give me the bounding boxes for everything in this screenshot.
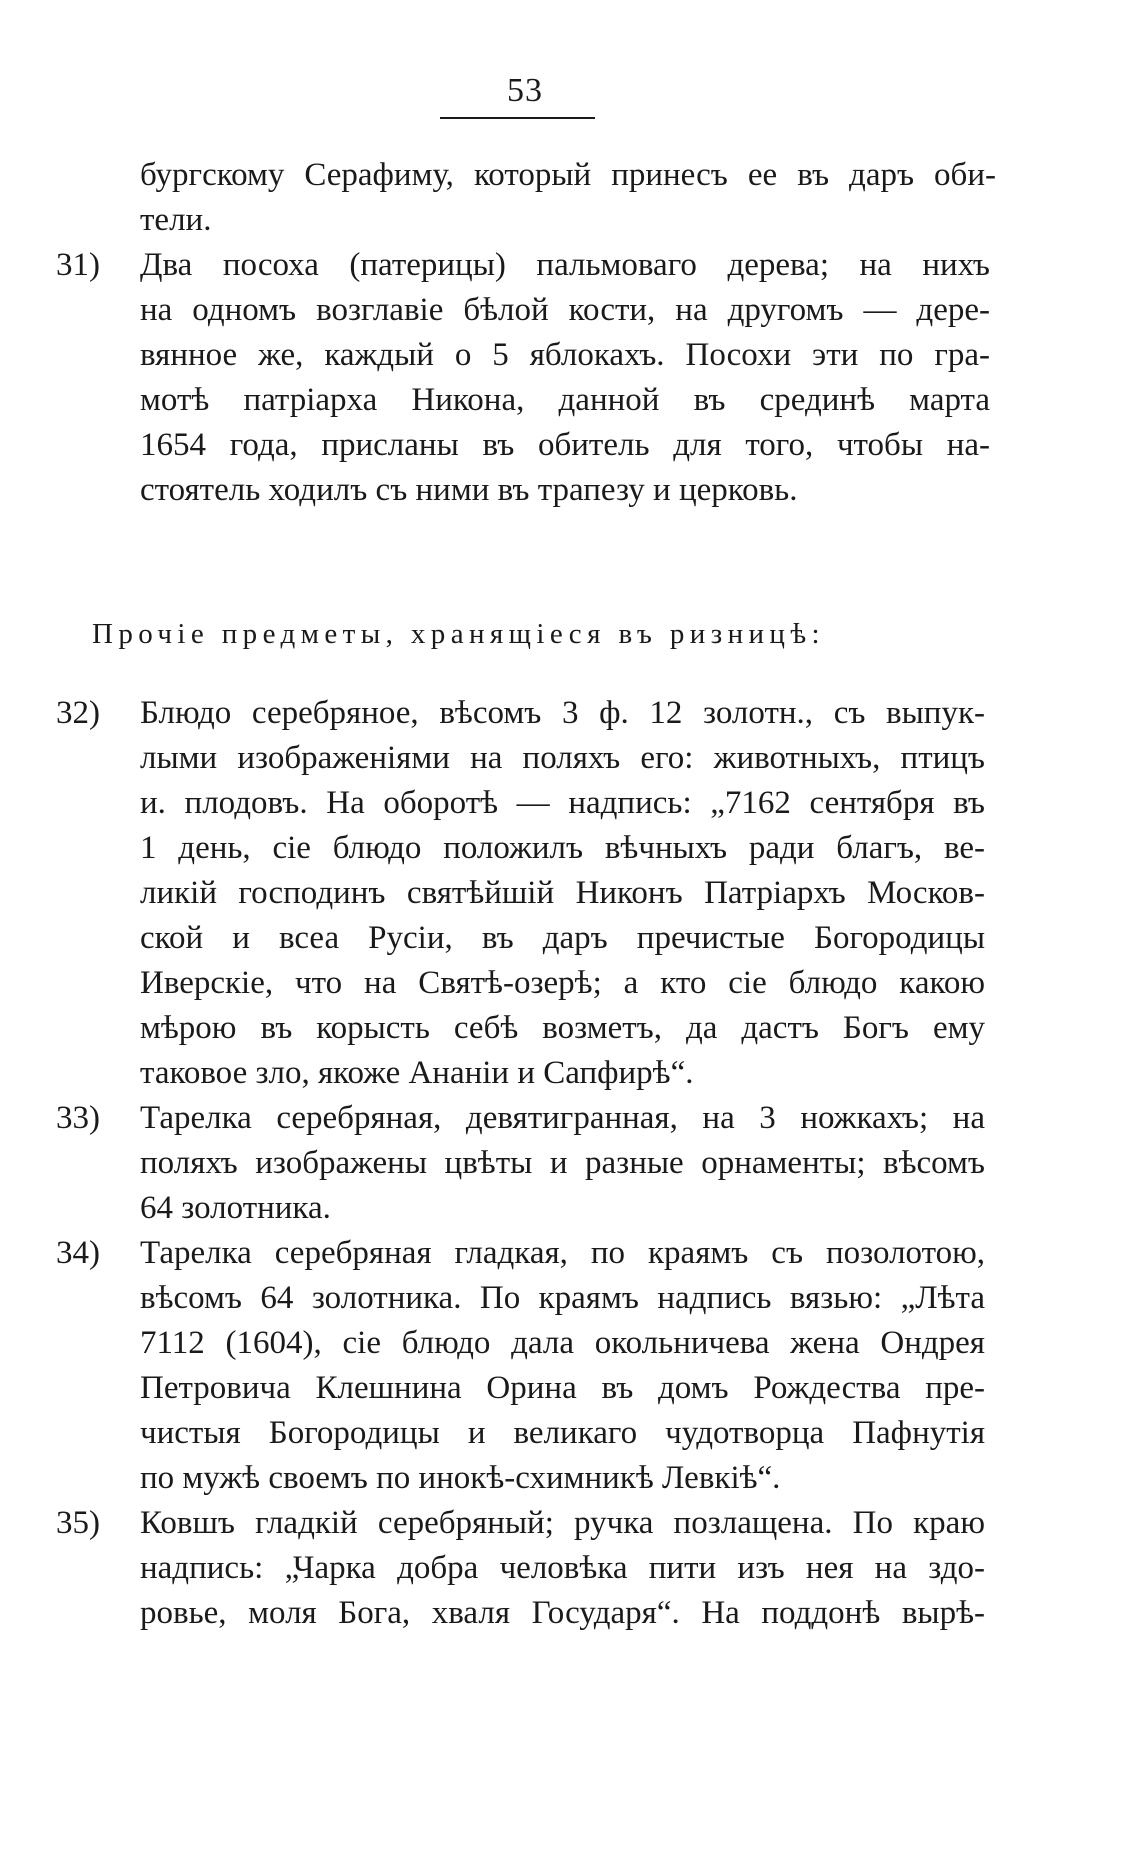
item-line: стоятель ходилъ съ ними въ трапезу и церковь. [140,472,798,508]
item-line: Петровича Клешнина Орина въ домъ Рождества пре- [140,1370,985,1406]
opening-line: тели. [140,202,212,238]
item-line: 1 день, сіе блюдо положилъ вѣчныхъ ради благъ, ве- [140,830,985,866]
item-line: Тарелка серебряная, девятигранная, на 3 ножкахъ; на [140,1100,985,1136]
item-line: лыми изображеніями на поляхъ его: животныхъ, птицъ [140,740,985,776]
item-line: и. плодовъ. На оборотѣ — надпись: „7162 сентября въ [140,785,985,821]
item-line: 64 золотника. [140,1190,331,1226]
item-line: поляхъ изображены цвѣты и разные орнаменты; вѣсомъ [140,1145,985,1181]
item-line: чистыя Богородицы и великаго чудотворца Пафнутія [140,1415,985,1451]
item-line: 7112 (1604), сіе блюдо дала окольничева жена Ондрея [140,1325,985,1361]
item-line: Два посоха (патерицы) пальмоваго дерева; на нихъ [140,247,990,283]
item-line: Тарелка серебряная гладкая, по краямъ съ позолотою, [140,1235,985,1271]
item-line: вянное же, каждый о 5 яблокахъ. Посохи эти по гра- [140,337,990,373]
item-line: 1654 года, присланы въ обитель для того, чтобы на- [140,427,990,463]
item-number: 33) [56,1100,100,1136]
item-line: Иверскіе, что на Святѣ-озерѣ; а кто сіе блюдо какою [140,965,985,1001]
item-line: мѣрою въ корысть себѣ возметъ, да дастъ Богъ ему [140,1010,985,1046]
item-line: ликій господинъ святѣйшій Никонъ Патріархъ Москов- [140,875,985,911]
item-number: 34) [56,1235,100,1271]
item-number: 31) [56,247,100,283]
item-line: вѣсомъ 64 золотника. По краямъ надпись вязью: „Лѣта [140,1280,985,1316]
header-rule [440,117,595,119]
opening-line: бургскому Серафиму, который принесъ ее въ даръ оби- [140,157,996,193]
item-line: по мужѣ своемъ по инокѣ-схимникѣ Левкіѣ“. [140,1460,781,1496]
page-number: 53 [507,72,543,109]
item-line: ровье, моля Бога, хваля Государя“. На поддонѣ вырѣ- [140,1595,985,1631]
section-heading: Прочіе предметы, хранящіеся въ ризницѣ: [92,618,825,650]
item-line: надпись: „Чарка добра человѣка пити изъ нея на здо- [140,1550,985,1586]
item-number: 35) [56,1505,100,1541]
item-line: на одномъ возглавіе бѣлой кости, на другомъ — дере- [140,292,990,328]
item-line: Ковшъ гладкій серебряный; ручка позлащена. По краю [140,1505,985,1541]
item-number: 32) [56,695,100,731]
item-line: Блюдо серебряное, вѣсомъ 3 ф. 12 золотн., съ выпук- [140,695,985,731]
item-line: таковое зло, якоже Ананіи и Сапфирѣ“. [140,1055,694,1091]
item-line: ской и всеа Русіи, въ даръ пречистые Богородицы [140,920,985,956]
item-line: мотѣ патріарха Никона, данной въ срединѣ марта [140,382,990,418]
